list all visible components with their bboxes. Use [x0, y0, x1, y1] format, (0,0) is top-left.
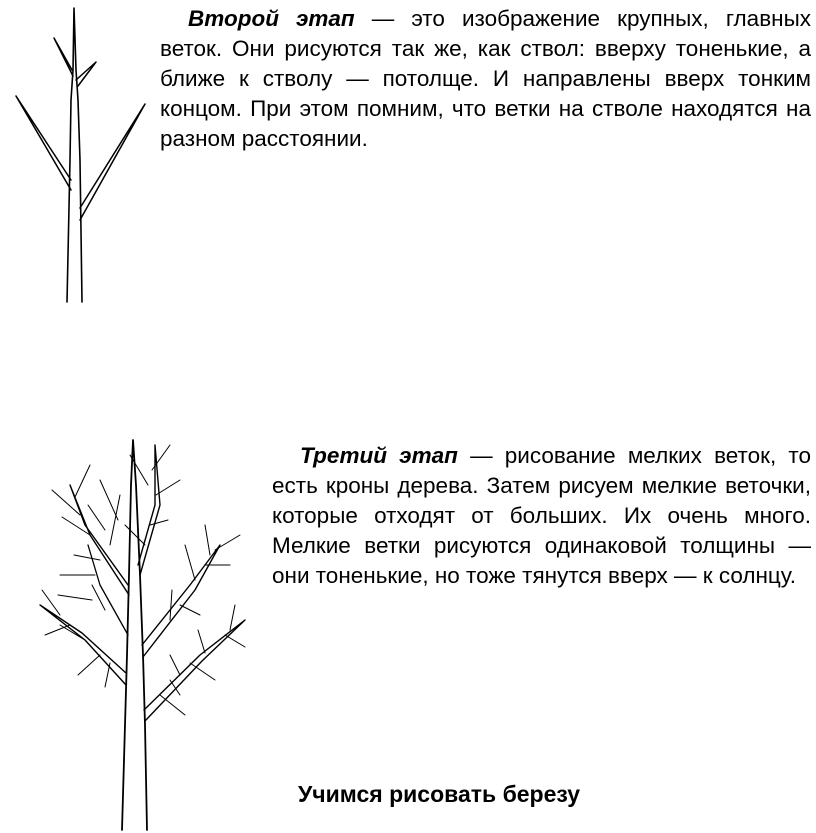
branch-right-middle	[142, 545, 220, 657]
trunk	[122, 440, 147, 830]
stage-3-text: — рисование мелких веток, то есть кроны дерева. Затем рисуем мелкие веточки, которые отходят от больших. Их очень много. Мелкие ветки рисуются одинаковой толщины — они тоненькие, но тоже тянутся вверх — к солнцу.	[272, 443, 811, 588]
stage-3-paragraph	[272, 441, 811, 591]
tree-main-branches-illustration	[0, 0, 160, 305]
stage-2-text: — это изображение крупных, главных веток. Они рисуются так же, как ствол: вверху тоненькие, а ближе к стволу — потолще. И направлены вверх тонким концом. При этом помним, что ветки на стволе находятся на разном расстоянии.	[160, 6, 811, 151]
page-caption: Учимся рисовать березу	[298, 781, 581, 807]
branch-left-upper	[70, 485, 129, 595]
branch-right	[80, 104, 145, 220]
branch-top-right	[76, 62, 96, 86]
trunk	[67, 8, 82, 302]
stage-2-term: Второй этап	[188, 6, 355, 31]
branch-top-left	[54, 38, 73, 76]
branch-left-lower	[40, 605, 126, 685]
stage-3-term: Третий этап	[300, 443, 458, 468]
tree-crown-illustration	[30, 425, 270, 833]
branch-right-upper	[138, 445, 160, 575]
branch-middle-left	[16, 96, 71, 190]
stage-2-paragraph	[160, 4, 811, 154]
